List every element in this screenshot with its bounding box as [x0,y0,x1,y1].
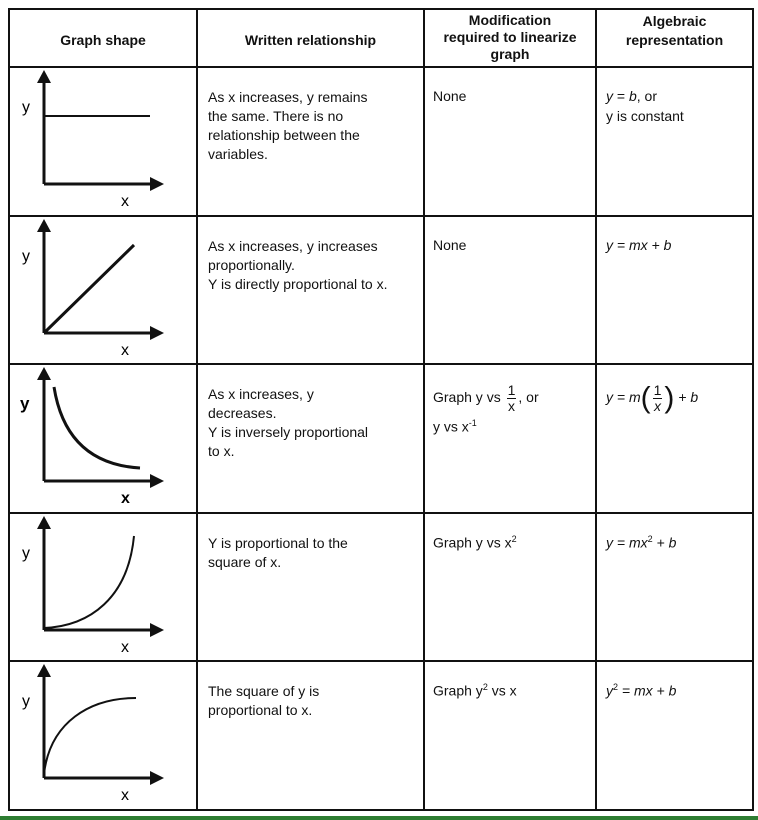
x-axis-label: x [121,638,129,656]
y-axis-arrow [37,70,51,83]
algebraic-text: = mx + b [618,683,677,700]
table-row [9,216,753,365]
algebraic-exponent: 2 [647,533,653,544]
written-line: variables. [208,146,268,163]
alg-b: b [628,88,637,105]
modification-exponent: 2 [482,682,488,693]
y-axis-label: y [22,693,30,711]
header-algebraic-line: Algebraic [642,13,707,29]
curve-linear [44,245,134,333]
written-relationship [197,216,424,365]
fraction-denominator: x [654,398,662,415]
modification-line [433,418,587,435]
curve-inverse [54,387,140,468]
modification-exponent: -1 [468,418,477,429]
x-axis-arrow [150,771,164,785]
x-axis-label: x [121,787,129,805]
graph-linear-svg [10,217,198,365]
written-line: square of x. [208,553,282,570]
algebraic-text: + b [674,389,699,406]
modification-line [433,383,587,414]
graph-sqrt [9,661,197,810]
fraction-one-over-x [507,383,517,414]
y-axis-label: y [22,544,30,562]
written-line: proportionally. [208,256,295,273]
written-line: relationship between the [208,127,360,144]
x-axis-arrow [150,326,164,340]
header-row [9,9,753,67]
header-modification-line: Modification [468,12,552,28]
written-line: Y is proportional to the [208,534,348,551]
modification [424,364,596,513]
modification-text: Graph y vs x [433,534,512,551]
alg-eq: = [613,88,629,105]
paren-right: ) [664,381,675,415]
fraction-numerator: 1 [507,382,516,399]
algebraic-text: + b [652,534,677,551]
table-row [9,364,753,513]
algebraic-text: y = mx [606,534,648,551]
bottom-accent-bar [0,816,758,820]
modification-text: Graph y [433,683,483,700]
graph-horizontal-line [9,67,197,216]
written-line: Y is inversely proportional [208,424,369,441]
x-axis-arrow [150,474,164,488]
modification [424,216,596,365]
y-axis-arrow [37,219,51,232]
written-line: to x. [208,443,235,460]
modification-text: Graph y vs [433,389,501,406]
y-axis-arrow [37,516,51,529]
fraction-denominator: x [507,398,515,415]
graph-inverse [9,364,197,513]
graph-sqrt-svg [10,662,198,810]
y-axis-arrow [37,367,51,380]
algebraic-line: y is constant [606,108,684,125]
written-line: As x increases, y increases [208,237,378,254]
algebraic-text: y = mx + b [606,236,672,253]
written-line: The square of y is [208,683,320,700]
paren-left: ( [640,381,651,415]
fraction-numerator: 1 [653,382,662,399]
modification [424,67,596,216]
header-graph-shape: Graph shape [9,9,197,67]
graph-square-svg [10,514,198,662]
written-relationship [197,661,424,810]
algebraic-representation [596,513,753,662]
x-axis-label: x [121,193,129,211]
header-modification-line: graph [490,46,530,62]
algebraic-representation [596,661,753,810]
algebraic-representation [596,216,753,365]
written-relationship [197,67,424,216]
written-line: As x increases, y remains [208,89,368,106]
header-algebraic-line: representation [625,32,724,48]
graph-square [9,513,197,662]
algebraic-text: y [606,683,613,700]
modification-text: None [433,88,467,105]
header-written-relationship: Written relationship [197,9,424,67]
written-relationship [197,364,424,513]
x-axis-label: x [121,341,129,359]
modification [424,513,596,662]
x-axis-arrow [150,623,164,637]
written-line: proportional to x. [208,702,313,719]
modification-or: , or [518,389,539,406]
algebraic-line [606,88,744,104]
written-relationship [197,513,424,662]
graph-linear [9,216,197,365]
written-line: the same. There is no [208,108,344,125]
header-algebraic [596,9,753,67]
modification [424,661,596,810]
modification-text: y vs x [433,418,469,435]
x-axis-arrow [150,177,164,191]
y-axis-label: y [22,247,30,265]
modification-text: None [433,236,467,253]
algebraic-representation [596,364,753,513]
x-axis-label: x [121,490,130,508]
modification-exponent: 2 [511,533,517,544]
alg-or: , or [636,88,657,105]
written-line: As x increases, y [208,386,314,403]
algebraic-text: y = m [606,389,641,406]
fraction-one-over-x [653,383,663,414]
algebraic-representation [596,67,753,216]
y-axis-label: y [22,99,30,117]
y-axis-label: y [20,394,30,414]
table-row [9,513,753,662]
header-modification [424,9,596,67]
written-line: Y is directly proportional to x. [208,275,388,292]
table-row [9,67,753,216]
header-modification-line: required to linearize [443,29,577,45]
y-axis-arrow [37,664,51,677]
curve-sqrt [44,698,136,774]
curve-square [44,536,134,628]
table-row [9,661,753,810]
graph-horizontal-line-svg [10,68,198,216]
algebraic-exponent: 2 [613,682,619,693]
modification-text: vs x [487,683,517,700]
written-line: decreases. [208,405,277,422]
relationships-table [8,8,754,811]
graph-inverse-svg [10,365,198,513]
alg-var: y [606,88,613,105]
